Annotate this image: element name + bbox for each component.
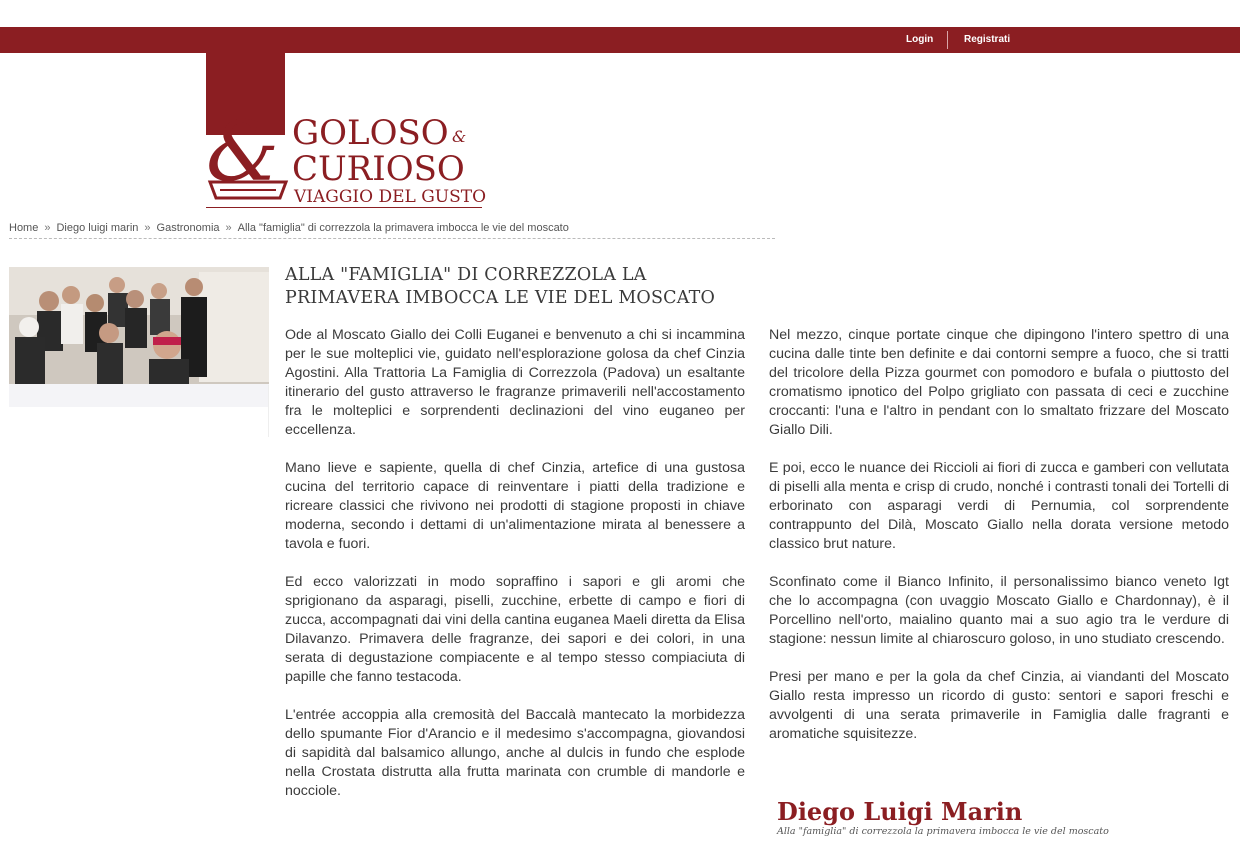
breadcrumb-separator: »	[144, 222, 151, 234]
breadcrumb-category[interactable]: Gastronomia	[156, 222, 220, 234]
top-nav-bar	[0, 27, 1240, 53]
logo-line1: GOLOSO	[292, 113, 449, 153]
sidebar-divider	[268, 385, 269, 437]
logo-underline	[206, 207, 482, 208]
article-paragraph: Mano lieve e sapiente, quella di chef Cinzia, artefice di una gustosa cucina del territorio capace di reinventare i piatti della tradizione e ricreare classici che rivivono nei prodotti di stagione proposti in chiave moderna, secondo i dettami di un'alimentazione mirata al benessere a tavola e fuori.	[285, 460, 745, 552]
signature-subtitle: Alla "famiglia" di correzzola la primavera imbocca le vie del moscato	[777, 826, 1109, 837]
breadcrumb-current: Alla "famiglia" di correzzola la primavera imbocca le vie del moscato	[237, 222, 569, 234]
site-logo[interactable]	[206, 110, 486, 210]
article-paragraph: Ed ecco valorizzati in modo sopraffino i sapori e gli aromi che sprigionano da asparagi, piselli, zucchine, erbette di campo e fiori di zucca, accompagnati dai vini della cantina euganea Maeli diretta da Elisa Dilavanzo. Primavera delle fragranze, dei sapori e dei colori, in una serata di degustazione compiacente e al tempo stesso compiaciuta di papille che fanno testacoda.	[285, 574, 745, 685]
logo-emblem	[206, 110, 286, 200]
article-paragraph: L'entrée accoppia alla cremosità del Baccalà mantecato la morbidezza dello spumante Fior d'Arancio e il medesimo s'accompagna, giovandosi di sapidità dal balsamico allungo, anche al dulcis in fundo che esplode nella Crostata distrutta alla frutta marinata con crumble di mandorle e nocciole.	[285, 707, 745, 799]
article-photo[interactable]	[9, 267, 269, 384]
article-paragraph: Nel mezzo, cinque portate cinque che dipingono l'intero spettro di una cucina dalle tinte ben definite e dai contorni sempre a fuoco, che si tratti del tricolore della Pizza gourmet con pomodoro e bufala o piuttosto del cromatismo ipnotico del Polpo grigliato con passata di ceci e zucchine croccanti: l'una e l'altro in pendant con lo smaltato frizzare del Moscato Giallo Dili.	[769, 327, 1229, 438]
logo-ampersand-small: &	[452, 127, 467, 146]
svg-text:&: &	[206, 110, 279, 200]
author-signature: Diego Luigi Marin	[777, 797, 1023, 826]
article-title: ALLA "FAMIGLIA" DI CORREZZOLA LA PRIMAVERA IMBOCCA LE VIE DEL MOSCATO	[285, 265, 716, 308]
login-link[interactable]: Login	[906, 34, 934, 45]
logo-line2: CURIOSO	[292, 149, 465, 189]
article-paragraph: Ode al Moscato Giallo dei Colli Euganei e benvenuto a chi si incammina per le sue molteplici vie, guidato nell'esplorazione golosa da chef Cinzia Agostini. Alla Trattoria La Famiglia di Correzzola (Padova) un esaltante itinerario del gusto attraverso le fragranze primaverili nell'accostamento fra le molteplici e sorprendenti declinazioni del vino euganeo per eccellenza.	[285, 327, 745, 438]
nav-divider	[947, 31, 948, 49]
breadcrumb-home[interactable]: Home	[9, 222, 39, 234]
article-paragraph: Sconfinato come il Bianco Infinito, il personalissimo bianco veneto Igt che lo accompagna (con uvaggio Moscato Giallo e Chardonnay), è il Porcellino nell'orto, maialino quanto mai a suo agio tra le verdure di stagione: nessun limite al chiaroscuro goloso, in uno studiato crescendo.	[769, 574, 1229, 647]
breadcrumb-separator: »	[44, 222, 51, 234]
article-paragraph: Presi per mano e per la gola da chef Cinzia, ai viandanti del Moscato Giallo resta impresso un ricordo di gusto: sentori e sapori freschi e avvolgenti di una serata primaverile in Famiglia dalle fragranti e aromatiche squisitezze.	[769, 669, 1229, 742]
register-link[interactable]: Registrati	[964, 34, 1011, 45]
breadcrumb	[9, 222, 775, 239]
article-column-left	[285, 326, 745, 820]
breadcrumb-author[interactable]: Diego luigi marin	[56, 222, 139, 234]
logo-tagline: VIAGGIO DEL GUSTO	[294, 187, 486, 207]
article-column-right	[769, 326, 1229, 763]
article-paragraph: E poi, ecco le nuance dei Riccioli ai fiori di zucca e gamberi con vellutata di piselli alla menta e crisp di crudo, nonché i contrasti tonali dei Tortelli di erborinato con asparagi verdi di Pernumia, col sorprendente contrappunto del Dilà, Moscato Giallo nella dorata versione metodo classico brut nature.	[769, 460, 1229, 552]
breadcrumb-separator: »	[225, 222, 232, 234]
